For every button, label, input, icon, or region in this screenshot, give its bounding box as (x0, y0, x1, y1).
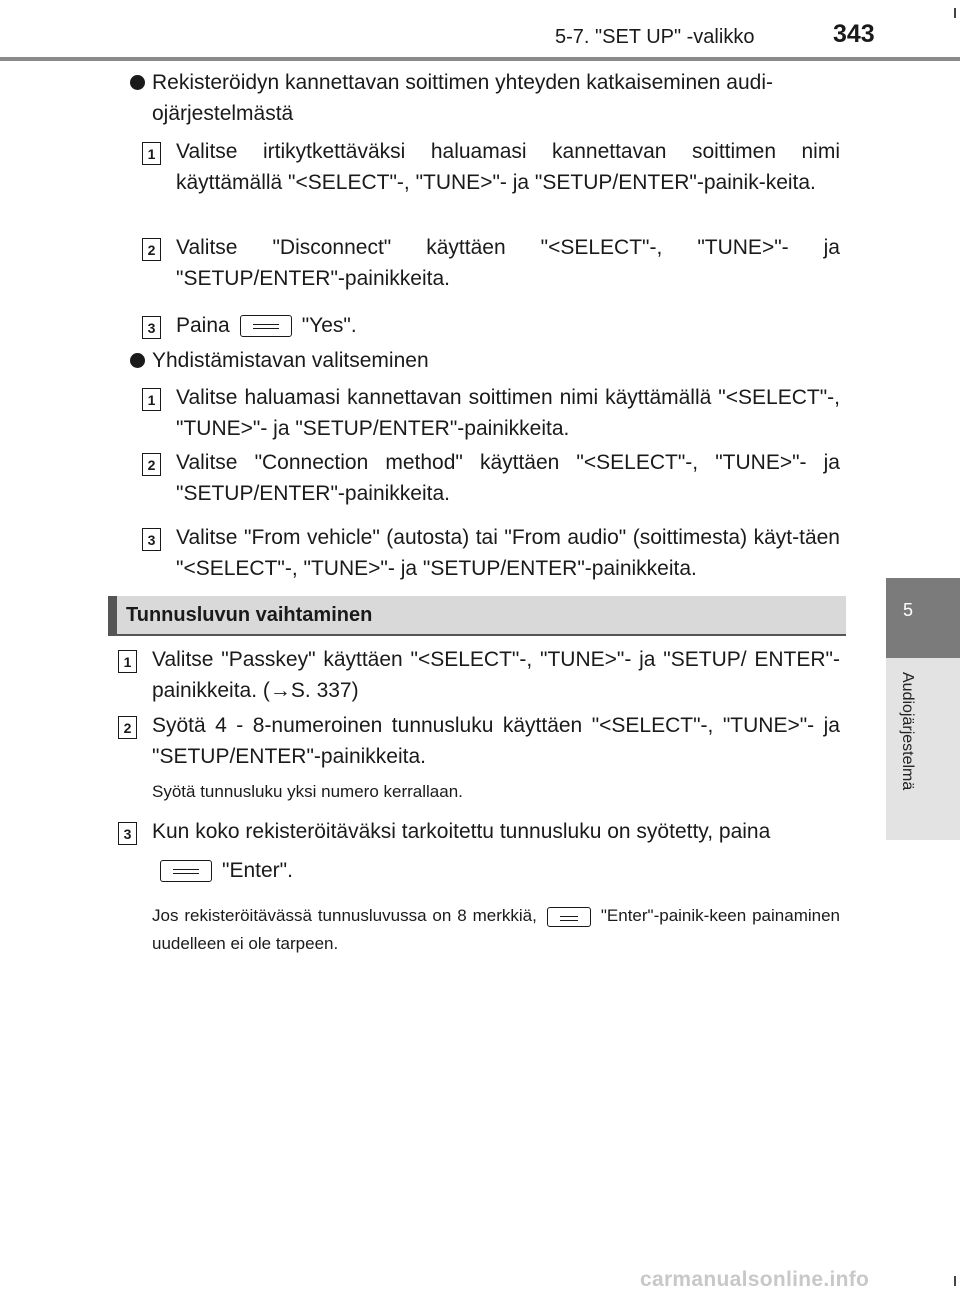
step-number-1: 1 (118, 650, 137, 673)
section2-step3-text: Valitse "From vehicle" (autosta) tai "From audio" (soittimesta) käyt-täen "<SELECT"-, "TUNE>"- ja "SETUP/ENTER"-painikkeita. (176, 526, 840, 580)
step-number-3: 3 (142, 316, 161, 339)
section2-step2-text: Valitse "Connection method" käyttäen "<SELECT"-, "TUNE>"- ja "SETUP/ENTER"-painikkeita. (176, 451, 840, 505)
section3-step2-text: Syötä 4 - 8-numeroinen tunnusluku käyttäen "<SELECT"-, "TUNE>"- ja "SETUP/ENTER"-painikkeita. (152, 714, 840, 768)
step-number-1: 1 (142, 142, 161, 165)
section-heading-accent (108, 596, 117, 634)
step-number-2: 2 (142, 453, 161, 476)
section3-step1-text: Valitse "Passkey" käyttäen "<SELECT"-, "TUNE>"- ja "SETUP/ ENTER"-painikkeita. (→S. 337) (152, 648, 840, 702)
crop-mark-top (954, 8, 956, 18)
chapter-tab-label: Audiojärjestelmä (899, 672, 916, 791)
enter-button-icon (547, 907, 591, 927)
crop-mark-bottom (954, 1276, 956, 1286)
section3-step3-text: Kun koko rekisteröitäväksi tarkoitettu tunnusluku on syötetty, paina "Enter". (152, 820, 771, 882)
step-number-1: 1 (142, 388, 161, 411)
step-number-3: 3 (142, 528, 161, 551)
step-number-2: 2 (118, 716, 137, 739)
section2-step1-text: Valitse haluamasi kannettavan soittimen nimi käyttämällä "<SELECT"-, "TUNE>"- ja "SETUP/ENTER"-painikkeita. (176, 386, 840, 440)
section1-heading: Rekisteröidyn kannettavan soittimen yhteyden katkaiseminen audi- ojärjestelmästä (152, 71, 774, 125)
chapter-tab-number: 5 (902, 600, 913, 620)
section-rule (108, 634, 846, 636)
bullet-icon (130, 353, 145, 368)
watermark: carmanualsonline.info (640, 1268, 870, 1291)
bullet-icon (130, 75, 145, 90)
yes-button-icon (240, 315, 292, 337)
section3-step2-note: Syötä tunnusluku yksi numero kerrallaan. (152, 782, 463, 801)
page-number: 343 (833, 20, 875, 48)
header-rule (0, 57, 960, 61)
step-number-3: 3 (118, 822, 137, 845)
section-title: Tunnusluvun vaihtaminen (126, 604, 373, 626)
step-number-2: 2 (142, 238, 161, 261)
enter-button-icon (160, 860, 212, 882)
section3-step3-note: Jos rekisteröitävässä tunnusluvussa on 8 merkkiä, "Enter"-painik-keen painaminen uudelleen ei ole tarpeen. (152, 906, 840, 953)
section1-step2-text: Valitse "Disconnect" käyttäen "<SELECT"-, "TUNE>"- ja "SETUP/ENTER"-painikkeita. (176, 236, 840, 290)
section2-heading: Yhdistämistavan valitseminen (152, 349, 429, 372)
section1-step1-text: Valitse irtikytkettäväksi haluamasi kannettavan soittimen nimi käyttämällä "<SELECT"-, "TUNE>"- ja "SETUP/ENTER"-painik-keita. (176, 140, 840, 194)
chapter-title: 5-7. "SET UP" -valikko (555, 26, 755, 48)
section1-step3-text: Paina "Yes". (176, 314, 357, 337)
